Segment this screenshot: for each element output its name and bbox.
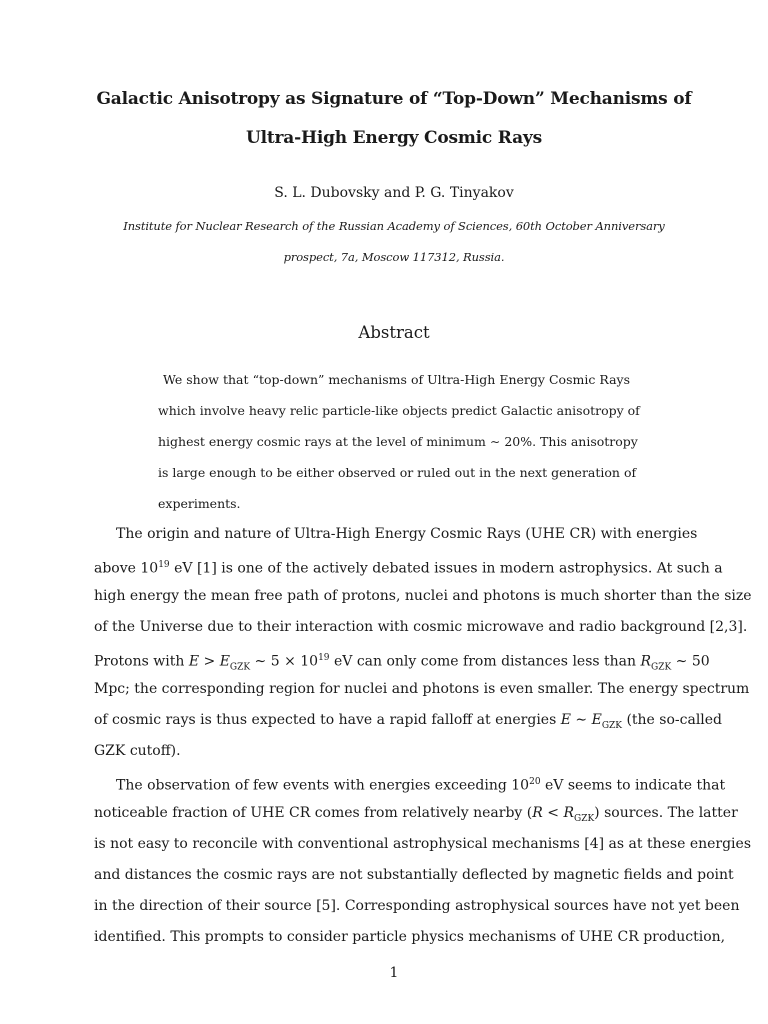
abstract-line: highest energy cosmic rays at the level of minimum ∼ 20%. This anisotropy [158,434,638,449]
body-line: of the Universe due to their interaction with cosmic microwave and radio background [2,3]. [94,619,748,635]
affiliation-line-1: Institute for Nuclear Research of the Russian Academy of Sciences, 60th October Anniversary [123,219,665,233]
body-line: noticeable fraction of UHE CR comes from relatively nearby $(R < R_{GZK})$ sources. The latter [94,805,738,824]
body-line: Protons with $E > E_{GZK}$ ∼ $5 \times 10^{19}$ eV can only come from distances less than $R_{GZK}$ ∼ 50 [94,653,710,673]
body-line: of cosmic rays is thus expected to have a rapid falloff at energies E ∼ $E_{GZK}$ (the so-called [94,712,723,731]
abstract-heading: Abstract [358,323,430,342]
abstract-line: We show that “top-down” mechanisms of Ultra-High Energy Cosmic Rays [163,372,630,387]
abstract-line: experiments. [158,496,241,511]
body-line: The observation of few events with energies exceeding $10^{20}$ eV seems to indicate that [116,777,726,794]
abstract-line: which involve heavy relic particle-like objects predict Galactic anisotropy of [158,403,640,418]
body-line: identified. This prompts to consider particle physics mechanisms of UHE CR production, [94,929,726,945]
affiliation-line-2: prospect, 7a, Moscow 117312, Russia. [283,250,505,264]
body-line: is not easy to reconcile with conventional astrophysical mechanisms [4] as at these energies [94,836,752,852]
page-number: 1 [389,965,399,981]
body-line: high energy the mean free path of protons, nuclei and photons is much shorter than the size [94,588,752,604]
abstract-line: is large enough to be either observed or ruled out in the next generation of [158,465,637,480]
authors: S. L. Dubovsky and P. G. Tinyakov [274,185,514,201]
body-line: The origin and nature of Ultra-High Energy Cosmic Rays (UHE CR) with energies [116,526,698,542]
body-line: in the direction of their source [5]. Corresponding astrophysical sources have not yet been [94,898,740,914]
body-line: Mpc; the corresponding region for nuclei and photons is even smaller. The energy spectrum [94,681,750,697]
paper-title-line-1: Galactic Anisotropy as Signature of “Top-Down” Mechanisms of [96,89,692,109]
body-line: GZK cutoff). [94,743,181,759]
body-line: above $10^{19}$ eV [1] is one of the actively debated issues in modern astrophysics. At such a [94,560,723,577]
body-line: and distances the cosmic rays are not substantially deflected by magnetic fields and point [94,867,734,883]
paper-title-line-2: Ultra-High Energy Cosmic Rays [246,128,542,148]
